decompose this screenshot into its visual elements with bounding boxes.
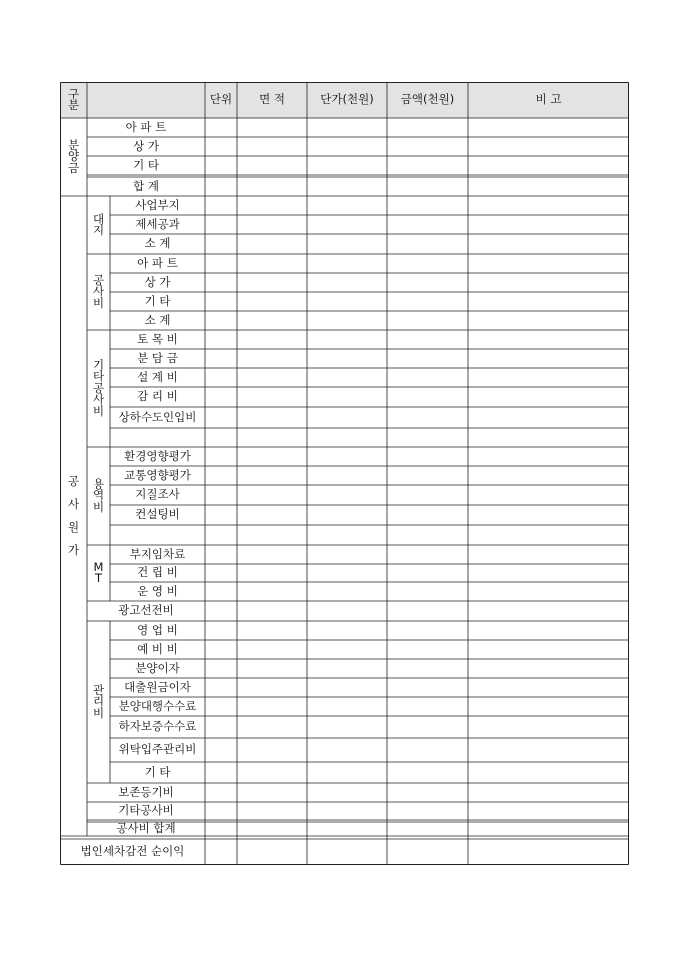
header-unit: 단위 (209, 92, 233, 107)
cost-table (60, 82, 629, 865)
header-amount: 금액(천원) (400, 92, 455, 107)
management-group-label: 관 리 비 (92, 682, 105, 720)
other-construction-item: 토 목 비 (137, 331, 178, 346)
advertising-label: 광고선전비 (118, 603, 174, 618)
sales-group-label: 분 양 금 (67, 137, 80, 175)
header-area: 면 적 (259, 92, 285, 107)
pretax-profit-label: 법인세차감전 순이익 (80, 844, 185, 859)
construction-item: 아 파 트 (137, 255, 178, 270)
header-remarks: 비 고 (535, 92, 562, 107)
construction-item: 상 가 (144, 274, 171, 289)
service-group-label: 용 역 비 (92, 476, 105, 514)
service-item: 컨설팅비 (135, 507, 180, 522)
header-unit-price: 단가(천원) (320, 92, 374, 107)
other-construction-item: 설 계 비 (137, 369, 178, 384)
header-gubun: 구 분 (67, 86, 80, 112)
mt-item: 부지임차료 (129, 546, 186, 561)
land-item: 소 계 (144, 236, 171, 251)
management-item: 영 업 비 (137, 622, 178, 637)
management-item: 대출원금이자 (124, 679, 191, 694)
service-item: 지질조사 (135, 487, 180, 502)
construction-group-label: 공 사 비 (92, 272, 105, 310)
management-item: 위탁입주관리비 (118, 742, 197, 757)
sales-shop: 상 가 (133, 138, 159, 153)
construction-cost-total: 공사비 합계 (116, 821, 176, 836)
service-item: 환경영향평가 (124, 448, 191, 463)
construction-item: 기 타 (144, 293, 171, 308)
management-item: 분양이자 (135, 660, 180, 675)
service-item: 교통영향평가 (124, 467, 191, 482)
other-work-label: 기타공사비 (118, 803, 174, 818)
cost-group-label: 공 사 원 가 (67, 473, 80, 557)
management-item: 분양대행수수료 (118, 698, 197, 713)
other-construction-item: 분 담 금 (137, 350, 178, 365)
mt-item: 건 립 비 (137, 565, 178, 580)
sales-other: 기 타 (133, 157, 159, 172)
mt-item: 운 영 비 (137, 583, 178, 598)
land-item: 제세공과 (135, 216, 180, 231)
construction-item: 소 계 (144, 312, 171, 327)
sales-total: 합 계 (133, 178, 159, 193)
management-item: 하자보증수수료 (118, 719, 197, 734)
other-construction-group-label: 기 타 공 사 비 (92, 357, 105, 418)
registration-label: 보존등기비 (118, 784, 174, 799)
other-construction-item: 감 리 비 (137, 389, 178, 404)
sales-apartment: 아 파 트 (125, 119, 167, 134)
land-item: 사업부지 (135, 197, 180, 212)
land-group-label: 대 지 (92, 211, 105, 237)
management-item: 예 비 비 (137, 641, 178, 656)
management-item: 기 타 (144, 764, 171, 779)
other-construction-item: 상하수도인입비 (118, 409, 197, 424)
mt-group-label: M T (93, 559, 104, 585)
